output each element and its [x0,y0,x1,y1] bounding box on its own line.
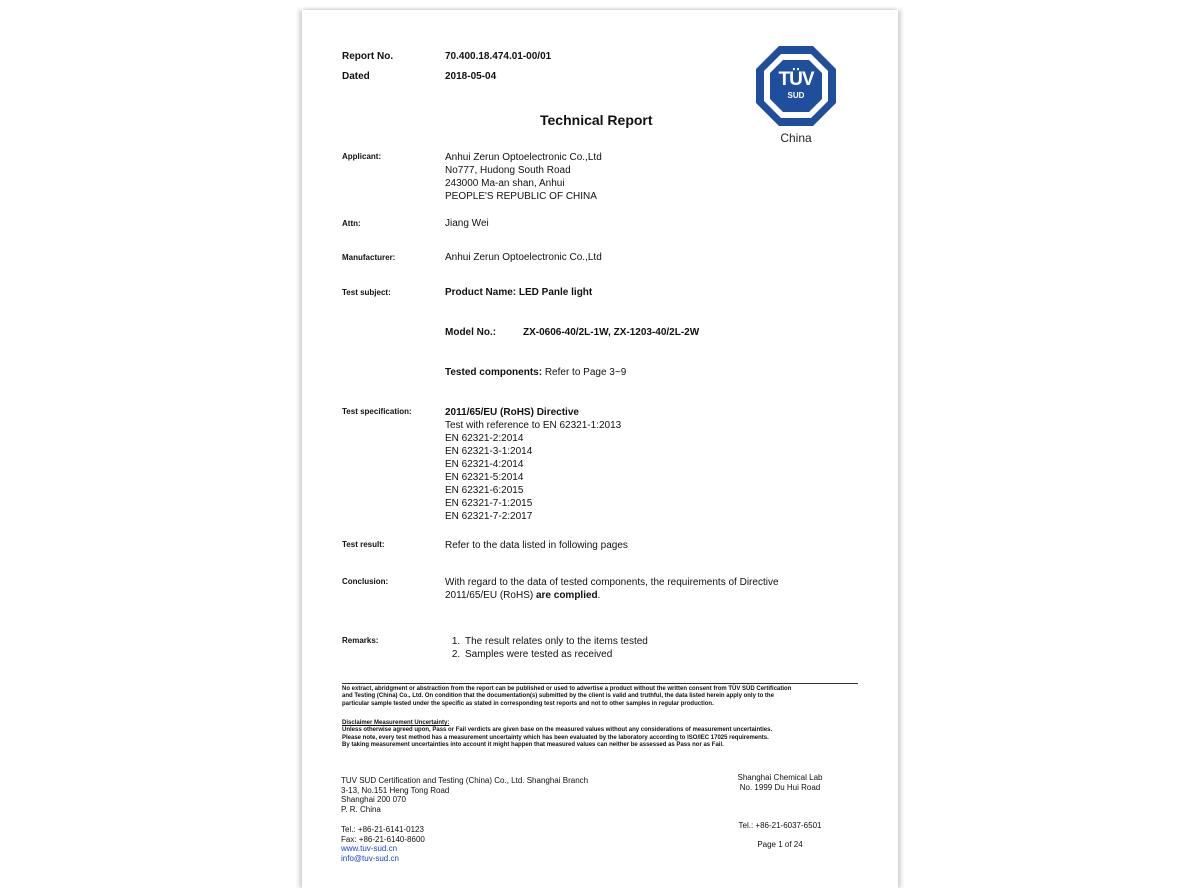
notice-line: and Testing (China) Co., Ltd. On condition that the documentation(s) submitted by the client is valid and truthful, the data listed herein apply only to the [342,693,774,700]
model-no-label: Model No.: [445,327,497,338]
page-title: Technical Report [540,112,653,128]
test-result-value: Refer to the data listed in following pages [445,540,628,551]
test-spec-line: EN 62321-5:2014 [445,472,524,483]
company-line: P. R. China [341,804,381,814]
test-spec-title: 2011/65/EU (RoHS) Directive [445,407,579,418]
conclusion-line: With regard to the data of tested components, the requirements of Directive [445,577,779,588]
test-spec-line: EN 62321-6:2015 [445,485,524,496]
notice-line: No extract, abridgment or abstraction from the report can be published or used to advertise a product without the written consent from TÜV SÜD Certification [342,686,792,692]
logo-subtext: SUD [787,91,805,100]
uncertainty-line: Please note, every test method has a measurement uncertainty which has been evaluated by the laboratory according to ISO/IEC 17025 requirements. [342,734,769,741]
tested-components-value: Refer to Page 3~9 [544,367,627,378]
applicant-line: Anhui Zerun Optoelectronic Co.,Ltd [445,152,602,163]
uncertainty-line: By taking measurement uncertainties into account it might happen that measured values can neither be assessed as Pass nor as Fail. [342,741,724,748]
tuv-sud-logo [754,44,838,128]
logo-region: China [780,131,812,145]
manufacturer-label: Manufacturer: [342,253,396,262]
company-contacts [341,825,425,863]
uncertainty-disclaimer [342,720,858,749]
test-spec-line: EN 62321-7-1:2015 [445,498,533,509]
company-line: Shanghai 200 070 [341,795,406,805]
conclusion-directive: 2011/65/EU (RoHS) [445,590,536,601]
company-line: 3-13, No.151 Heng Tong Road [341,785,450,795]
logo-text: TÜV [778,69,814,90]
test-subject-label: Test subject: [342,288,391,297]
test-spec-label: Test specification: [342,407,412,416]
conclusion-label: Conclusion: [342,577,389,586]
report-no-label: Report No. [342,51,394,62]
conclusion-text [445,576,779,602]
remark-item: 1. The result relates only to the items tested [463,635,648,648]
applicant-line: 243000 Ma-an shan, Anhui [445,178,565,189]
page-number: Page 1 of 24 [757,840,803,849]
test-result-label: Test result: [342,540,385,549]
company-address [341,776,588,814]
conclusion-line [445,589,779,602]
uncertainty-title: Disclaimer Measurement Uncertainty: [342,720,450,726]
lab-line: Shanghai Chemical Lab [737,773,823,782]
test-spec-line: EN 62321-3-1:2014 [445,446,533,457]
dated-label: Dated [342,71,370,82]
tested-components [445,366,626,379]
company-tel: Tel.: +86-21-6141-0123 [341,825,424,834]
reproduction-notice [342,686,858,708]
lab-address [707,773,853,792]
test-spec-list [445,406,621,523]
dated-value: 2018-05-04 [445,71,497,82]
attn-value: Jiang Wei [445,218,489,229]
website-link[interactable]: www.tuv-sud.cn [341,844,398,854]
company-fax: Fax: +86-21-6140-8600 [341,834,425,844]
conclusion-verdict: are complied [535,590,598,601]
lab-line: No. 1999 Du Hui Road [739,782,821,792]
applicant-line: PEOPLE'S REPUBLIC OF CHINA [445,191,597,202]
report-no-value: 70.400.18.474.01-00/01 [445,51,552,62]
test-spec-line: EN 62321-4:2014 [445,459,524,470]
company-line: TUV SUD Certification and Testing (China) Co., Ltd. Shanghai Branch [341,776,589,785]
applicant-line: No777, Hudong South Road [445,165,571,176]
lab-tel: Tel.: +86-21-6037-6501 [738,821,822,830]
remarks-label: Remarks: [342,636,379,645]
test-spec-line: EN 62321-7-2:2017 [445,511,533,522]
report-page [302,10,898,888]
applicant-address [445,151,602,203]
divider [342,683,858,684]
product-name: Product Name: LED Panle light [445,287,593,298]
remark-item: 2. Samples were tested as received [463,648,648,661]
attn-label: Attn: [342,219,361,228]
remarks-list [445,635,648,661]
tested-components-label: Tested components: [445,367,543,378]
notice-line: particular sample tested under the specific as stated in corresponding test reports and not to other samples in regular production. [342,700,714,707]
email-link[interactable]: info@tuv-sud.cn [341,853,399,863]
applicant-label: Applicant: [342,152,382,161]
test-spec-line: EN 62321-2:2014 [445,433,524,444]
model-no-value: ZX-0606-40/2L-1W, ZX-1203-40/2L-2W [523,327,700,338]
conclusion-period: . [597,590,601,601]
uncertainty-line: Unless otherwise agreed upon, Pass or Fail verdicts are given base on the measured values without any considerations of measurement uncertainties. [342,727,773,734]
test-spec-line: Test with reference to EN 62321-1:2013 [445,420,622,431]
manufacturer-value: Anhui Zerun Optoelectronic Co.,Ltd [445,252,602,263]
